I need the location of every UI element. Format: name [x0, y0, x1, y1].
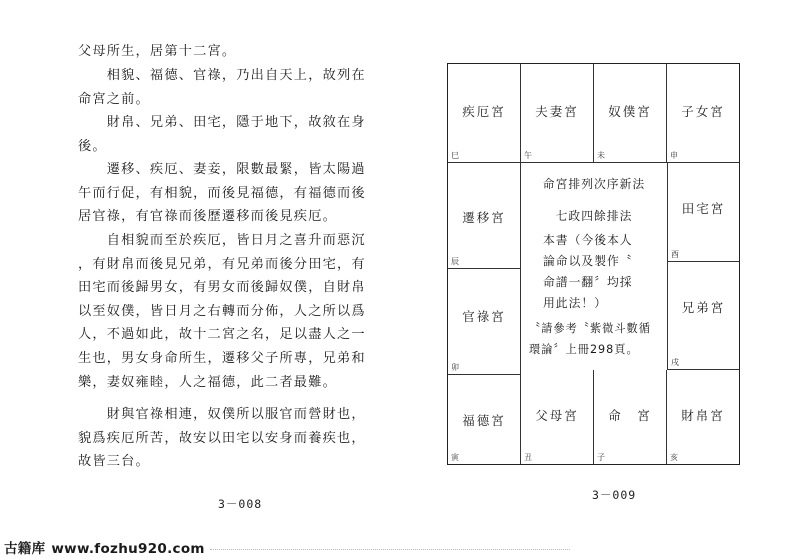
palace-name: 官祿宮 — [462, 309, 506, 324]
palace-name: 夫妻宮 — [535, 104, 579, 119]
palace-branch: 辰 — [451, 257, 459, 266]
palace-cell-chou — [521, 370, 594, 464]
paragraph-1: 父母所生，居第十二宮。 — [78, 44, 237, 59]
center-body: 本書（今後本人 論命以及製作〝 命譜一翻〞均採 用此法！） — [543, 233, 633, 310]
palace-name: 奴僕宮 — [608, 104, 652, 119]
paragraph-5: 自相貌而至於疾厄，皆日月之喜升而惡沉 ，有財帛而後見兄弟，有兄弟而後分田宅，有 田宅而後歸男女，有男女而後歸奴僕，自財帛 以至奴僕，皆日月之右轉而分佈，人之所以爲 人，不過如此，故十二宮之名，足以盡人之一 生也，男女身命所生，遷移父子所專，兄弟和 樂，妻奴雍睦，人之福德，此二者最難。 — [78, 233, 366, 390]
palace-cell-hai — [667, 370, 739, 464]
palace-cell-shen — [667, 64, 739, 163]
center-subtitle: 七政四餘排法 — [555, 209, 633, 223]
paragraph-4: 遷移、疾厄、妻妾，限數最緊，皆太陽過 午而行促，有相貌，而後見福德，有福德而後 居官祿，有官祿而後歷遷移而後見疾厄。 — [78, 162, 366, 225]
palace-cell-xu — [667, 262, 739, 370]
palace-name: 命 宮 — [608, 408, 652, 423]
palace-name: 遷移宮 — [462, 210, 506, 225]
palace-chart — [447, 63, 740, 465]
palace-cell-wu — [521, 64, 594, 163]
palace-branch: 未 — [597, 151, 605, 160]
palace-name: 田宅宮 — [681, 201, 726, 216]
palace-name: 福德宮 — [462, 413, 506, 428]
palace-branch: 酉 — [671, 250, 679, 259]
palace-cell-mao — [448, 269, 521, 375]
palace-branch: 午 — [524, 151, 532, 160]
palace-branch: 申 — [670, 151, 678, 160]
brand-url[interactable]: www.fozhu920.com — [51, 541, 205, 557]
palace-branch: 巳 — [451, 151, 459, 160]
scan-artifact-line — [210, 549, 570, 553]
palace-name: 疾厄宮 — [462, 104, 506, 119]
palace-cell-si — [448, 64, 521, 163]
watermark-footer — [4, 537, 205, 557]
right-page-number: 3－009 — [592, 488, 637, 502]
palace-cell-zi — [594, 370, 667, 464]
brand-name: 古籍库 — [4, 541, 46, 557]
palace-branch: 亥 — [670, 453, 678, 462]
center-title: 命宮排列次序新法 — [542, 177, 646, 191]
palace-name: 子女宮 — [681, 104, 725, 119]
center-reference: 〝請參考〝紫微斗數循 環論〞上冊298頁。 — [529, 322, 651, 356]
paragraph-3: 財帛、兄弟、田宅，隱于地下，故敘在身 後。 — [78, 115, 366, 154]
paragraph-6: 財與官祿相連，奴僕所以服官而營財也， 貌爲疾厄所苦，故安以田宅以安身而養疾也， 故皆三台。 — [78, 407, 366, 470]
left-page-number: 3－008 — [218, 497, 263, 511]
palace-name: 兄弟宮 — [681, 300, 726, 315]
chart-center-note — [521, 163, 667, 370]
left-page — [0, 0, 396, 560]
palace-branch: 子 — [597, 453, 605, 462]
palace-branch: 戌 — [671, 358, 679, 367]
palace-cell-wei — [594, 64, 667, 163]
palace-branch: 寅 — [451, 453, 459, 462]
palace-name: 父母宮 — [535, 408, 579, 423]
palace-branch: 丑 — [524, 453, 532, 462]
paragraph-2: 相貌、福德、官祿，乃出自天上，故列在 命宮之前。 — [78, 68, 366, 107]
palace-cell-chen — [448, 163, 521, 269]
palace-name: 財帛宮 — [681, 408, 725, 423]
palace-cell-yin — [448, 375, 521, 464]
palace-cell-you — [667, 163, 739, 262]
palace-branch: 卯 — [451, 363, 459, 372]
